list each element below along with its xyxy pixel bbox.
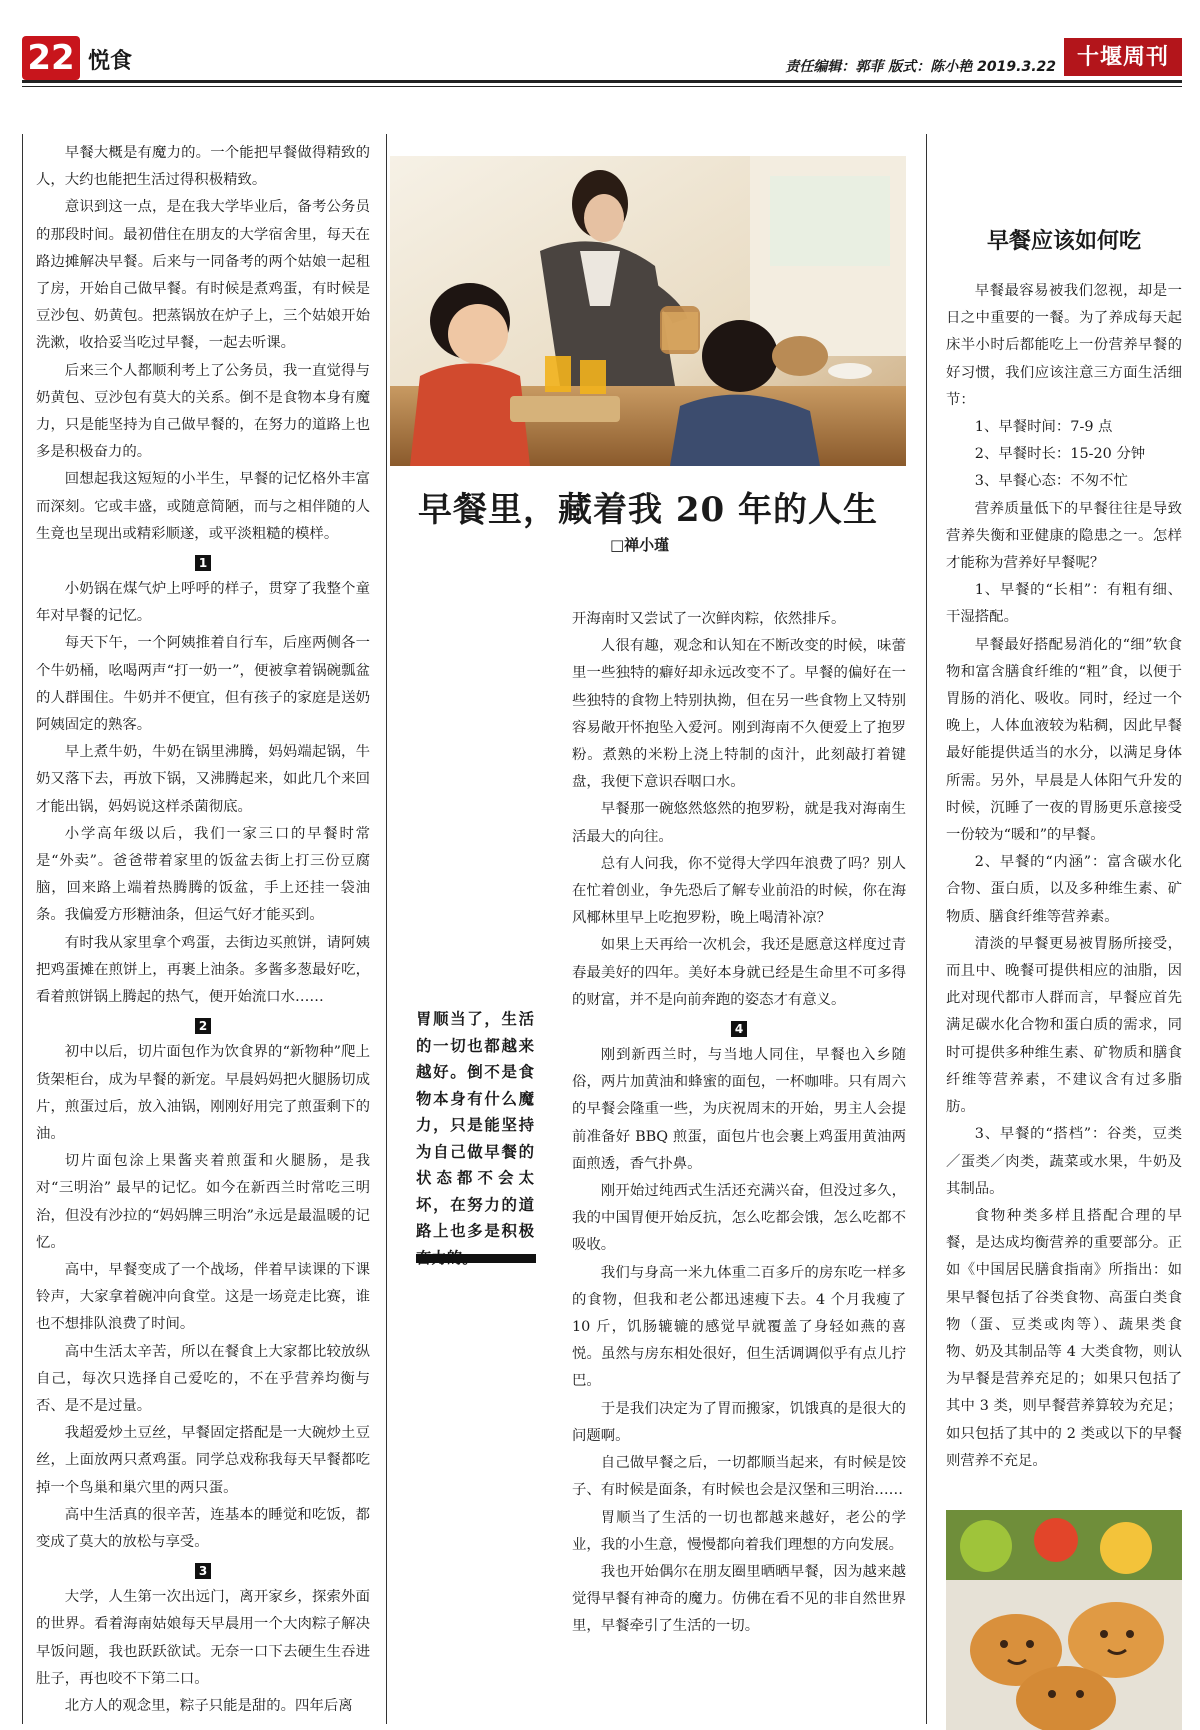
sidebar-paragraph: 1、早餐时间：7-9 点 xyxy=(974,419,1113,436)
paragraph: 高中生活真的很辛苦，连基本的睡觉和吃饭，都变成了莫大的放松与享受。 xyxy=(36,1506,370,1550)
paragraph: 早餐那一碗悠然悠然的抱罗粉，就是我对海南生活最大的向往。 xyxy=(572,801,906,845)
pull-quote: 胃顺当了，生活的一切也都越来越好。倒不是食物本身有什么魔力，只是能坚持为自己做早餐的状态都不会太坏，在努力的道路上也多是积极 xyxy=(416,1010,534,1240)
paragraph: 有时我从家里拿个鸡蛋，去街边买煎饼，请阿姨把鸡蛋摊在煎饼上，再裹上油条。多酱多葱最好吃，看着煎饼锅上腾起的热气，便开始流口水…… xyxy=(36,934,370,1006)
bread-fruit-photo xyxy=(946,1510,1182,1730)
paragraph: 我也开始偶尔在朋友圈里晒晒早餐，因为越来越觉得早餐有神奇的魔力。仿佛在看不见的非自然世界里，早餐牵引了生活的一切。 xyxy=(572,1563,906,1635)
paragraph: 于是我们决定为了胃而搬家，饥饿真的是很大的问题啊。 xyxy=(572,1400,906,1444)
paragraph: 我超爱炒土豆丝，早餐固定搭配是一大碗炒土豆丝，上面放两只煮鸡蛋。同学总戏称我每天早餐都吃掉一个鸟巢和巢穴里的两只蛋。 xyxy=(36,1425,370,1496)
section-number xyxy=(36,1013,370,1037)
paragraph: 小奶锅在煤气炉上呼呼的样子，贯穿了我整个童年对早餐的记忆。 xyxy=(36,581,370,625)
paragraph: 胃顺当了生活的一切也都越来越好，老公的学业，我的小生意，慢慢都向着我们理想的方向发展。 xyxy=(572,1509,906,1553)
article-byline: □禅小瑾 xyxy=(610,536,670,554)
header-rule xyxy=(22,80,1182,83)
paragraph: 自己做早餐之后，一切都顺当起来，有时候是饺子、有时候是面条，有时候也会是汉堡和三明治…… xyxy=(572,1455,906,1499)
paragraph: 每天下午，一个阿姨推着自行车，后座两侧各一个牛奶桶，吆喝两声“打一奶一”，便被拿着锅碗瓢盆的人群围住。牛奶并不便宜，但有孩子的家庭是送奶阿姨固定的熟客。 xyxy=(36,635,370,734)
paragraph: 高中生活太辛苦，所以在餐食上大家都比较放纵自己，每次只选择自己爱吃的，不在乎营养均衡与否、是不是过量。 xyxy=(36,1343,370,1414)
column-divider xyxy=(22,134,23,1724)
paragraph: 大学，人生第一次出远门，离开家乡，探索外面的世界。看着海南姑娘每天早晨用一个大肉粽子解决早饭问题，我也跃跃欲试。无奈一口下去硬生生吞进肚子，再也咬不下第二口。 xyxy=(36,1589,370,1687)
paragraph: 早餐大概是有魔力的。一个能把早餐做得精致的人，大约也能把生活过得积极精致。 xyxy=(36,145,370,189)
paragraph: 小学高年级以后，我们一家三口的早餐时常是“外卖”。爸爸带着家里的饭盆去街上打三份豆腐脑，回来路上端着热腾腾的饭盆，手上还挂一袋油条。我偏爱方形糖油条，但运气好才能买到。 xyxy=(36,825,370,924)
paragraph: 后来三个人都顺利考上了公务员，我一直觉得与奶黄包、豆沙包有莫大的关系。倒不是食物本身有魔力，只是能坚持为自己做早餐的，在努力的道路上也多是积极奋力的。 xyxy=(36,362,370,461)
section-number xyxy=(572,1016,906,1040)
paragraph: 如果上天再给一次机会，我还是愿意这样度过青春最美好的四年。美好本身就已经是生命里不可多得的财富，并不是向前奔跑的姿态才有意义。 xyxy=(572,937,906,1008)
page-header xyxy=(22,36,1182,80)
sidebar-paragraph: 3、早餐的“搭档”：谷类，豆类／蛋类／肉类，蔬菜或水果，牛奶及其制品。 xyxy=(946,1126,1182,1197)
sidebar-paragraph: 早餐最容易被我们忽视，却是一日之中重要的一餐。为了养成每天起床半小时后都能吃上一份营养早餐的好习惯，我们应该注意三方面生活细节： xyxy=(946,283,1182,408)
column-divider xyxy=(926,134,927,1724)
sidebar-paragraph: 食物种类多样且搭配合理的早餐，是达成均衡营养的重要部分。正如《中国居民膳食指南》所指出：如果早餐包括了谷类食物、高蛋白类食物（蛋、豆类或肉等）、蔬果类食物、奶及其制品等 4 大类食物，则认为早餐是营养充足的；如果只包括了其中 3 类，则早餐营养算较为充足；如只包括了其中的 2 类或以下的早餐则营养不充足。 xyxy=(946,1207,1182,1469)
paragraph: 人很有趣，观念和认知在不断改变的时候，味蕾里一些独特的癖好却永远改变不了。早餐的偏好在一些独特的食物上特别执拗，但在另一些食物上又特别容易敞开怀抱坠入爱河。刚到海南不久便爱上了抱罗粉。煮熟的米粉上浇上特制的卤汁，此刻敲打着键盘，我便下意识吞咽口水。 xyxy=(572,638,906,791)
paragraph: 刚开始过纯西式生活还充满兴奋，但没过多久，我的中国胃便开始反抗，怎么吃都会饿，怎么吃都不吸收。 xyxy=(572,1183,906,1254)
sidebar-title: 早餐应该如何吃 xyxy=(986,228,1141,254)
editor-info: 责任编辑：郭菲 版式：陈小艳 2019.3.22 xyxy=(785,59,1056,75)
paragraph: 切片面包涂上果酱夹着煎蛋和火腿肠，是我对“三明治” 最早的记忆。如今在新西兰时常吃三明治，但没有沙拉的“妈妈牌三明治”永远是最温暖的记忆。 xyxy=(36,1153,370,1251)
sidebar-paragraph: 1、早餐的“长相”：有粗有细、干湿搭配。 xyxy=(946,582,1182,626)
section-name: 悦食 xyxy=(88,49,133,74)
page-number: 22 xyxy=(22,36,80,80)
article-title: 早餐里，藏着我 20 年的人生 xyxy=(418,490,878,530)
sidebar-column xyxy=(946,278,1182,1475)
sidebar-paragraph: 早餐最好搭配易消化的“细”软食物和富含膳食纤维的“粗”食，以便于胃肠的消化、吸收。同时，经过一个晚上，人体血液较为粘稠，因此早餐最好能提供适当的水分，以满足身体所需。另外，早晨是人体阳气升发的时候，沉睡了一夜的胃肠更乐意接受一份较为“暖和”的早餐。 xyxy=(946,636,1182,844)
paragraph: 刚到新西兰时，与当地人同住，早餐也入乡随俗，两片加黄油和蜂蜜的面包，一杯咖啡。只有周六的早餐会隆重一些，为庆祝周末的开始，男主人会提前准备好 BBQ 煎蛋，面包片也会裹上鸡蛋用黄油两面煎透，香气扑鼻。 xyxy=(572,1047,906,1172)
paragraph: 开海南时又尝试了一次鲜肉粽，依然排斥。 xyxy=(572,611,846,627)
masthead-logo: 十堰周刊 xyxy=(1064,38,1182,76)
paragraph: 意识到这一点，是在我大学毕业后，备考公务员的那段时间。最初借住在朋友的大学宿舍里，每天在路边摊解决早餐。后来与一同备考的两个姑娘一起租了房，开始自己做早餐。有时候是煮鸡蛋，有时候是豆沙包、奶黄包。把蒸锅放在炉子上，三个姑娘开始洗漱，收拾妥当吃过早餐，一起去听课。 xyxy=(36,199,370,352)
section-number-label: 2 xyxy=(195,1018,211,1034)
paragraph: 回想起我这短短的小半生，早餐的记忆格外丰富而深刻。它或丰盛，或随意简陋，而与之相伴随的人生竟也呈现出或精彩顺遂，或平淡粗糙的模样。 xyxy=(36,471,370,542)
paragraph: 初中以后，切片面包作为饮食界的“新物种”爬上货架柜台，成为早餐的新宠。早晨妈妈把火腿肠切成片，煎蛋过后，放入油锅，刚刚好用完了煎蛋剩下的油。 xyxy=(36,1044,370,1142)
paragraph: 高中，早餐变成了一个战场，伴着早读课的下课铃声，大家拿着碗冲向食堂。这是一场竞走比赛，谁也不想排队浪费了时间。 xyxy=(36,1261,370,1333)
section-number-label: 3 xyxy=(195,1563,211,1579)
pull-quote-bar xyxy=(416,1254,536,1263)
article-column-1 xyxy=(36,140,370,1720)
section-number xyxy=(36,1558,370,1582)
breakfast-family-photo xyxy=(390,156,906,466)
section-number xyxy=(36,550,370,574)
section-number-label: 4 xyxy=(731,1021,747,1037)
paragraph: 北方人的观念里，粽子只能是甜的。四年后离 xyxy=(64,1697,353,1714)
section-number-label: 1 xyxy=(195,555,211,571)
sidebar-paragraph: 营养质量低下的早餐往往是导致营养失衡和亚健康的隐患之一。怎样才能称为营养好早餐呢？ xyxy=(946,500,1182,572)
sidebar-paragraph: 2、早餐时长：15-20 分钟 xyxy=(974,446,1146,463)
column-divider xyxy=(386,134,387,1724)
paragraph: 总有人问我，你不觉得大学四年浪费了吗？别人在忙着创业，争先恐后了解专业前沿的时候，你在海风椰林里早上吃抱罗粉，晚上喝清补凉？ xyxy=(572,855,906,927)
sidebar-paragraph: 清淡的早餐更易被胃肠所接受，而且中、晚餐可提供相应的油脂，因此对现代都市人群而言，早餐应首先满足碳水化合物和蛋白质的需求，同时可提供多种维生素、矿物质和膳食纤维等营养素，不建议含有过多脂肪。 xyxy=(946,935,1182,1116)
header-rule-thin xyxy=(22,86,1182,87)
paragraph: 我们与身高一米九体重二百多斤的房东吃一样多的食物，但我和老公都迅速瘦下去。4 个月我瘦了 10 斤，饥肠辘辘的感觉早就覆盖了身轻如燕的喜悦。虽然与房东相处很好，但生活调调似乎有点儿拧巴。 xyxy=(572,1264,906,1390)
sidebar-paragraph: 3、早餐心态：不匆不忙 xyxy=(974,473,1128,490)
sidebar-paragraph: 2、早餐的“内涵”：富含碳水化合物、蛋白质，以及多种维生素、矿物质、膳食纤维等营养素。 xyxy=(946,854,1182,925)
article-column-2 xyxy=(572,606,906,1641)
paragraph: 早上煮牛奶，牛奶在锅里沸腾，妈妈端起锅，牛奶又落下去，再放下锅，又沸腾起来，如此几个来回才能出锅，妈妈说这样杀菌彻底。 xyxy=(36,744,370,815)
